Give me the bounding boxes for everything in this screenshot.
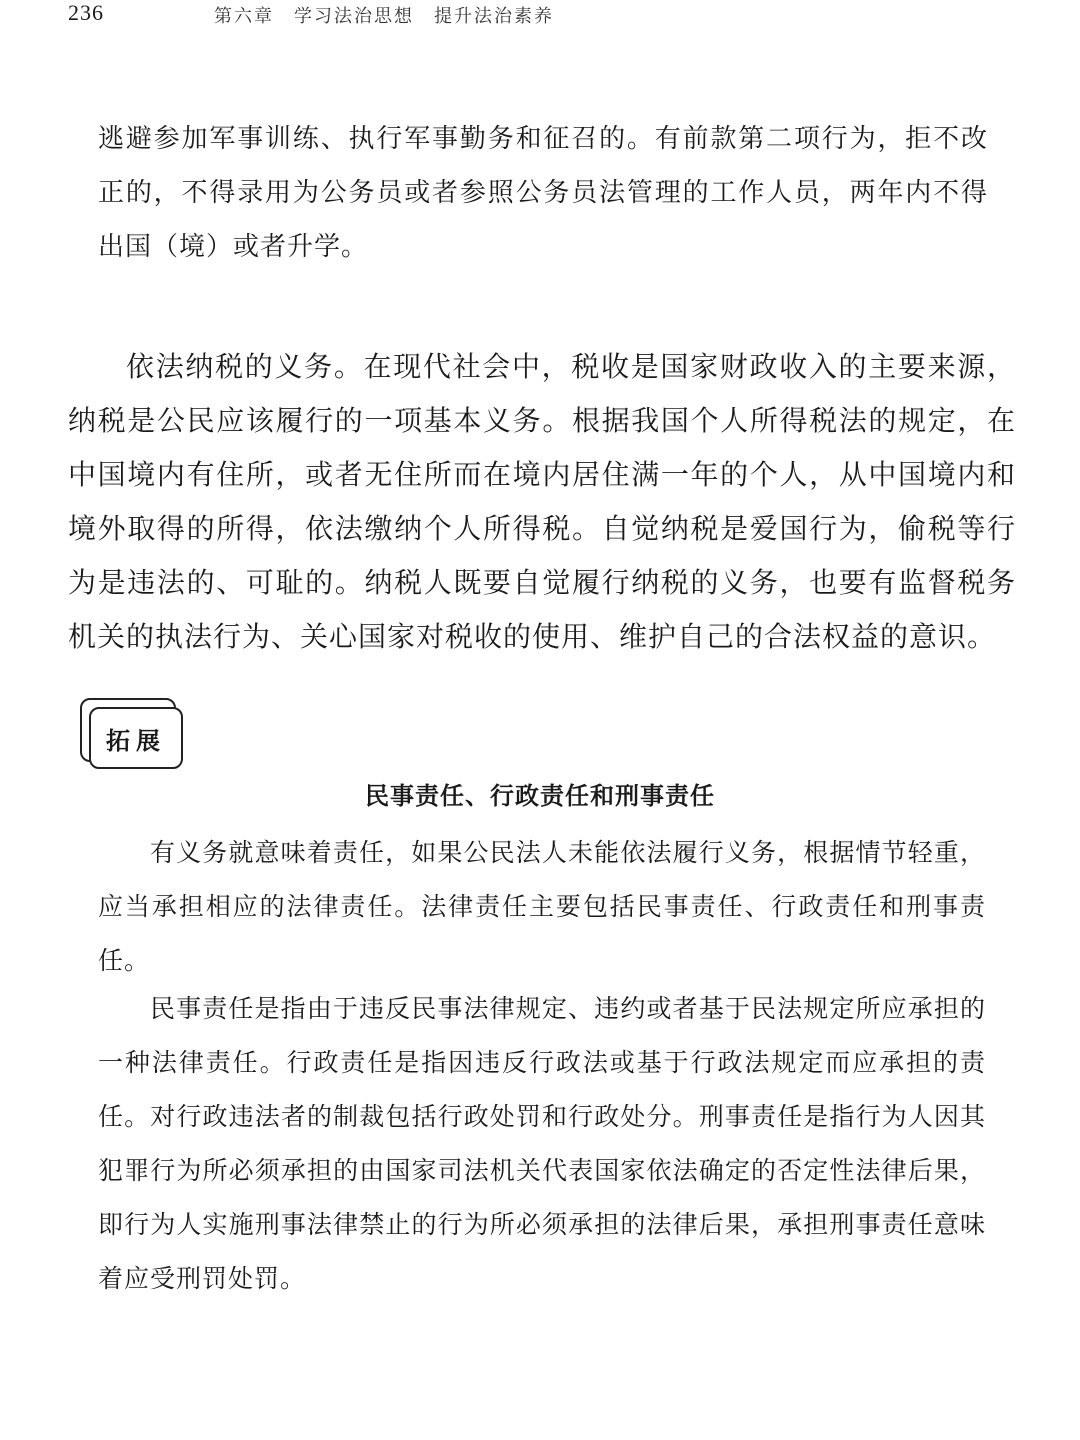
running-header: 第六章 学习法治思想 提升法治素养 (214, 6, 554, 27)
extension-paragraph-2: 民事责任是指由于违反民事法律规定、违约或者基于民法规定所应承担的一种法律责任。行政责任是指因违反行政法或基于行政法规定而应承担的责任。对行政违法者的制裁包括行政处罚和行政处分。刑事责任是指行为人因其犯罪行为所必须承担的由国家司法机关代表国家依法确定的否定性法律后果，即行为人实施刑事法律禁止的行为所必须承担的法律后果，承担刑事责任意味着应受刑罚处罚。 (98, 994, 986, 1293)
extension-paragraph-1: 有义务就意味着责任，如果公民法人未能依法履行义务，根据情节轻重，应当承担相应的法律责任。法律责任主要包括民事责任、行政责任和刑事责任。 (98, 838, 986, 975)
badge-label: 拓展 (89, 707, 183, 769)
extension-badge (80, 698, 184, 770)
tax-duty-paragraph: 依法纳税的义务。在现代社会中，税收是国家财政收入的主要来源，纳税是公民应该履行的一项基本义务。根据我国个人所得税法的规定，在中国境内有住所，或者无住所而在境内居住满一年的个人，从中国境内和境外取得的所得，依法缴纳个人所得税。自觉纳税是爱国行为，偷税等行为是违法的、可耻的。纳税人既要自觉履行纳税的义务，也要有监督税务机关的执法行为、关心国家对税收的使用、维护自己的合法权益的意识。 (68, 350, 1016, 653)
continuation-paragraph: 逃避参加军事训练、执行军事勤务和征召的。有前款第二项行为，拒不改正的，不得录用为公务员或者参照公务员法管理的工作人员，两年内不得出国（境）或者升学。 (98, 124, 988, 262)
page-number: 236 (68, 0, 104, 25)
section-title: 民事责任、行政责任和刑事责任 (365, 781, 715, 810)
